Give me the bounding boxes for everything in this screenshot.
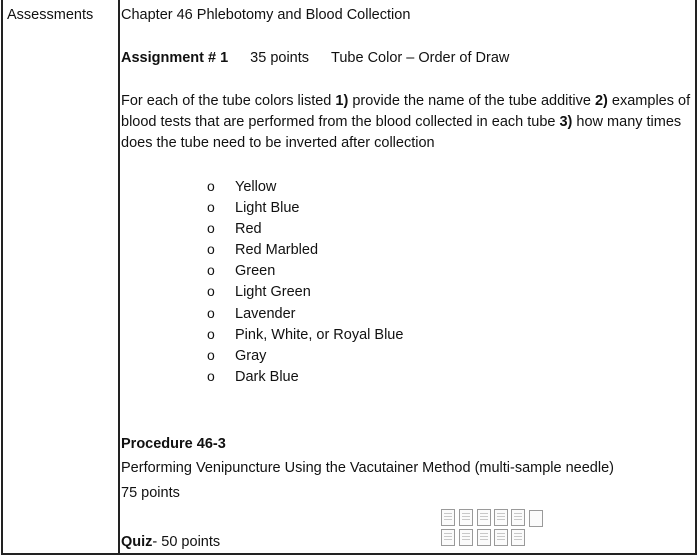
bullet-icon: o (207, 283, 215, 300)
bullet-icon: o (207, 241, 215, 258)
bullet-icon: o (207, 262, 215, 279)
list-item: o Pink, White, or Royal Blue (207, 325, 404, 343)
list-item: o Dark Blue (207, 367, 299, 385)
list-item: o Gray (207, 346, 267, 364)
chapter-title: Chapter 46 Phlebotomy and Blood Collection (121, 7, 411, 23)
procedure-points: 75 points (121, 485, 180, 501)
tube-color-list (207, 176, 403, 387)
list-item: o Lavender (207, 304, 296, 322)
list-item: o Green (207, 262, 276, 280)
assignment-title: Tube Color – Order of Draw (331, 50, 510, 66)
page-thumbnails (441, 509, 551, 549)
instruction-text-1: provide the name of the tube additive (348, 93, 595, 109)
content-cell (121, 0, 695, 553)
bullet-icon: o (207, 178, 215, 194)
page-thumbnail-icon[interactable] (494, 509, 508, 526)
quiz-label: Quiz (121, 534, 153, 550)
instruction-number-2: 2) (594, 93, 608, 109)
quiz-line (121, 534, 220, 550)
bullet-icon: o (207, 367, 215, 384)
instruction-number-3: 3) (559, 114, 573, 130)
assignment-label: Assignment # 1 (121, 50, 229, 66)
instruction-text-2: examples of blood tests that are performed from the blood collected in each tube (121, 93, 691, 130)
instructions-intro: For each of the tube colors listed (121, 93, 336, 109)
bullet-icon: o (207, 220, 215, 237)
page-thumbnail-icon[interactable] (441, 509, 455, 526)
instruction-number-1: 1) (335, 93, 349, 109)
list-item: o Red (207, 220, 262, 238)
assignment-heading (121, 50, 509, 66)
column-divider (118, 0, 120, 553)
bullet-icon: o (207, 304, 215, 321)
list-item: o Yellow (207, 178, 277, 195)
quiz-points: - 50 points (152, 534, 221, 550)
page-thumbnail-icon[interactable] (529, 510, 543, 527)
bullet-icon: o (207, 199, 215, 216)
bullet-icon: o (207, 325, 215, 342)
page-thumbnail-icon[interactable] (494, 529, 508, 546)
procedure-label: Procedure 46-3 (121, 436, 226, 452)
instructions-paragraph (121, 91, 697, 154)
page-thumbnail-icon[interactable] (459, 509, 473, 526)
page-thumbnail-icon[interactable] (441, 529, 455, 546)
instruction-text-3: how many times does the tube need to be inverted after collection (121, 114, 682, 151)
assignment-points: 35 points (250, 50, 310, 66)
page-thumbnail-icon[interactable] (459, 529, 473, 546)
assessments-label: Assessments (7, 7, 94, 23)
list-item: o Light Blue (207, 199, 300, 217)
assessment-table (1, 0, 697, 555)
procedure-description: Performing Venipuncture Using the Vacutainer Method (multi-sample needle) (121, 460, 614, 476)
page-thumbnail-icon[interactable] (511, 509, 525, 526)
page-thumbnail-icon[interactable] (511, 529, 525, 546)
page-thumbnail-icon[interactable] (477, 509, 491, 526)
page-thumbnail-icon[interactable] (477, 529, 491, 546)
list-item: o Red Marbled (207, 241, 319, 259)
list-item: o Light Green (207, 283, 311, 301)
bullet-icon: o (207, 346, 215, 363)
